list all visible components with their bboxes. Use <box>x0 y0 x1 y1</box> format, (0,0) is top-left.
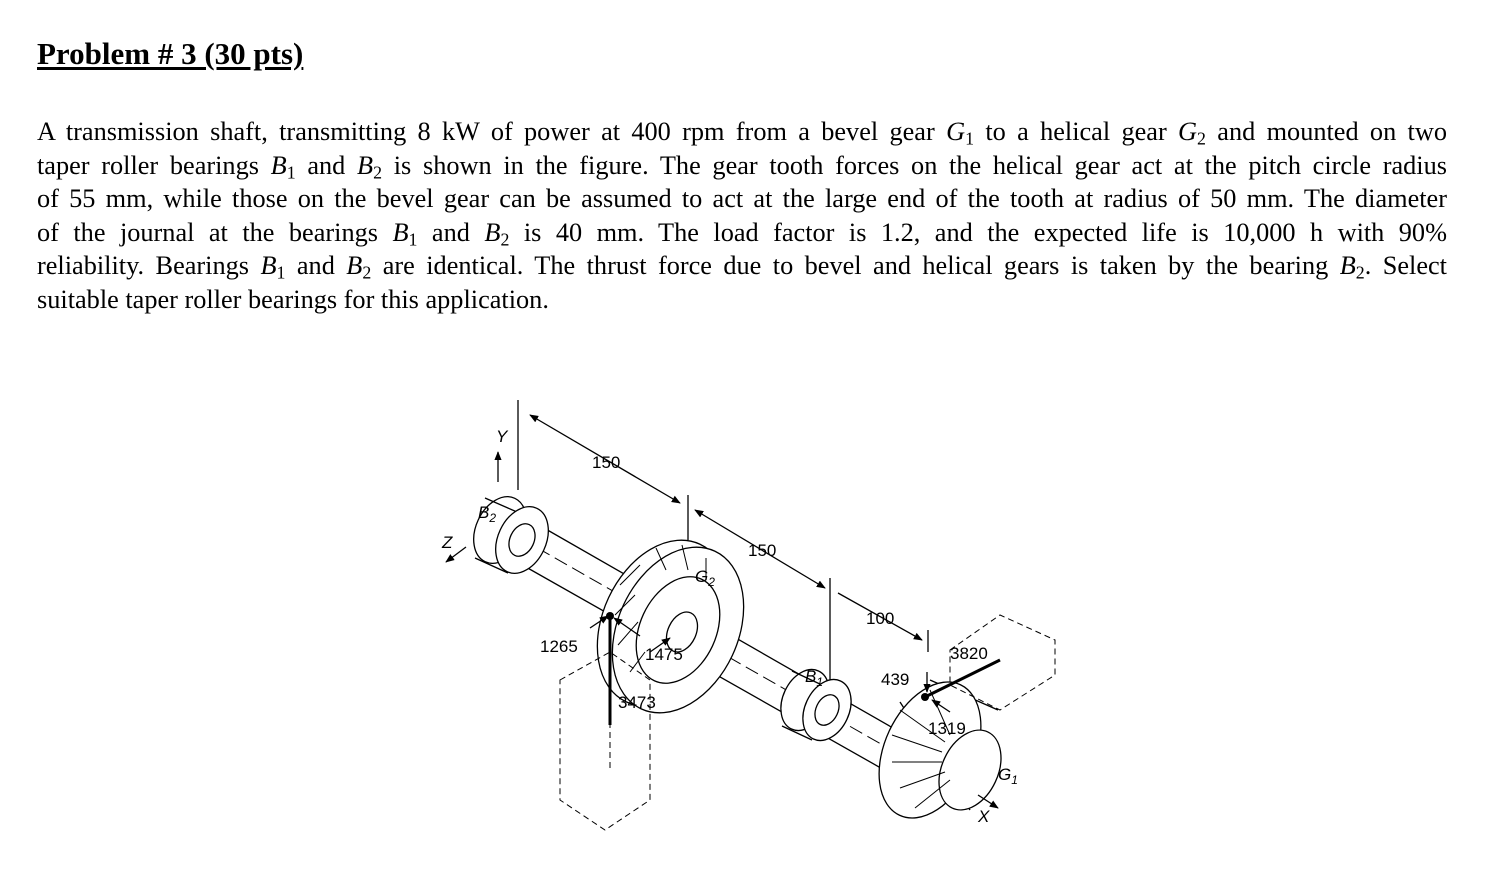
statement-line-2: taper roller bearings $B_1$ and $B_2$ is shown in the figure. The gear tooth forces on the helical gear act at the pitch circle radius <box>37 150 1447 183</box>
dimension-150-first: 150 <box>592 453 621 472</box>
force-439: 439 <box>881 670 910 689</box>
axis-y-label: Y <box>496 427 508 446</box>
problem-statement <box>37 115 1447 317</box>
statement-line-6: suitable taper roller bearings for this application. <box>37 284 549 314</box>
statement-line-4: of the journal at the bearings $B_1$ and $B_2$ is 40 mm. The load factor is 1.2, and the expected life is 10,000 h with 90% <box>37 217 1447 250</box>
axis-x-label: X <box>978 807 990 826</box>
bearing-b2-label: $B_2$ <box>478 503 497 525</box>
dimension-150-second: 150 <box>748 541 777 560</box>
force-1319: 1319 <box>928 719 966 738</box>
gear-g1-label: $G_1$ <box>998 765 1018 787</box>
force-1475: 1475 <box>645 645 683 664</box>
problem-title: Problem # 3 (30 pts) <box>37 36 304 71</box>
statement-line-5: reliability. Bearings $B_1$ and $B_2$ are identical. The thrust force due to bevel and helical gears is taken by the bearing $B_2$. Select <box>37 251 1447 283</box>
dimension-100: 100 <box>866 609 895 628</box>
helical-force-point <box>606 612 614 620</box>
force-1265: 1265 <box>540 637 578 656</box>
gear-g2-label: $G_2$ <box>695 567 715 589</box>
statement-line-3: of 55 mm, while those on the bevel gear can be assumed to act at the large end of the tooth at radius of 50 mm. The diameter <box>37 184 1447 214</box>
helical-gear-g2 <box>572 519 769 734</box>
axis-z-label: Z <box>442 533 453 552</box>
shaft-figure <box>430 390 1070 840</box>
bevel-force-point <box>921 693 929 701</box>
force-3820: 3820 <box>950 644 988 663</box>
statement-line-1: A transmission shaft, transmitting 8 kW of power at 400 rpm from a bevel gear $G_1$ to a helical gear $G_2$ and mounted on two <box>37 117 1447 149</box>
bearing-b1-label: $B_1$ <box>805 667 824 689</box>
force-3473: 3473 <box>618 693 656 712</box>
